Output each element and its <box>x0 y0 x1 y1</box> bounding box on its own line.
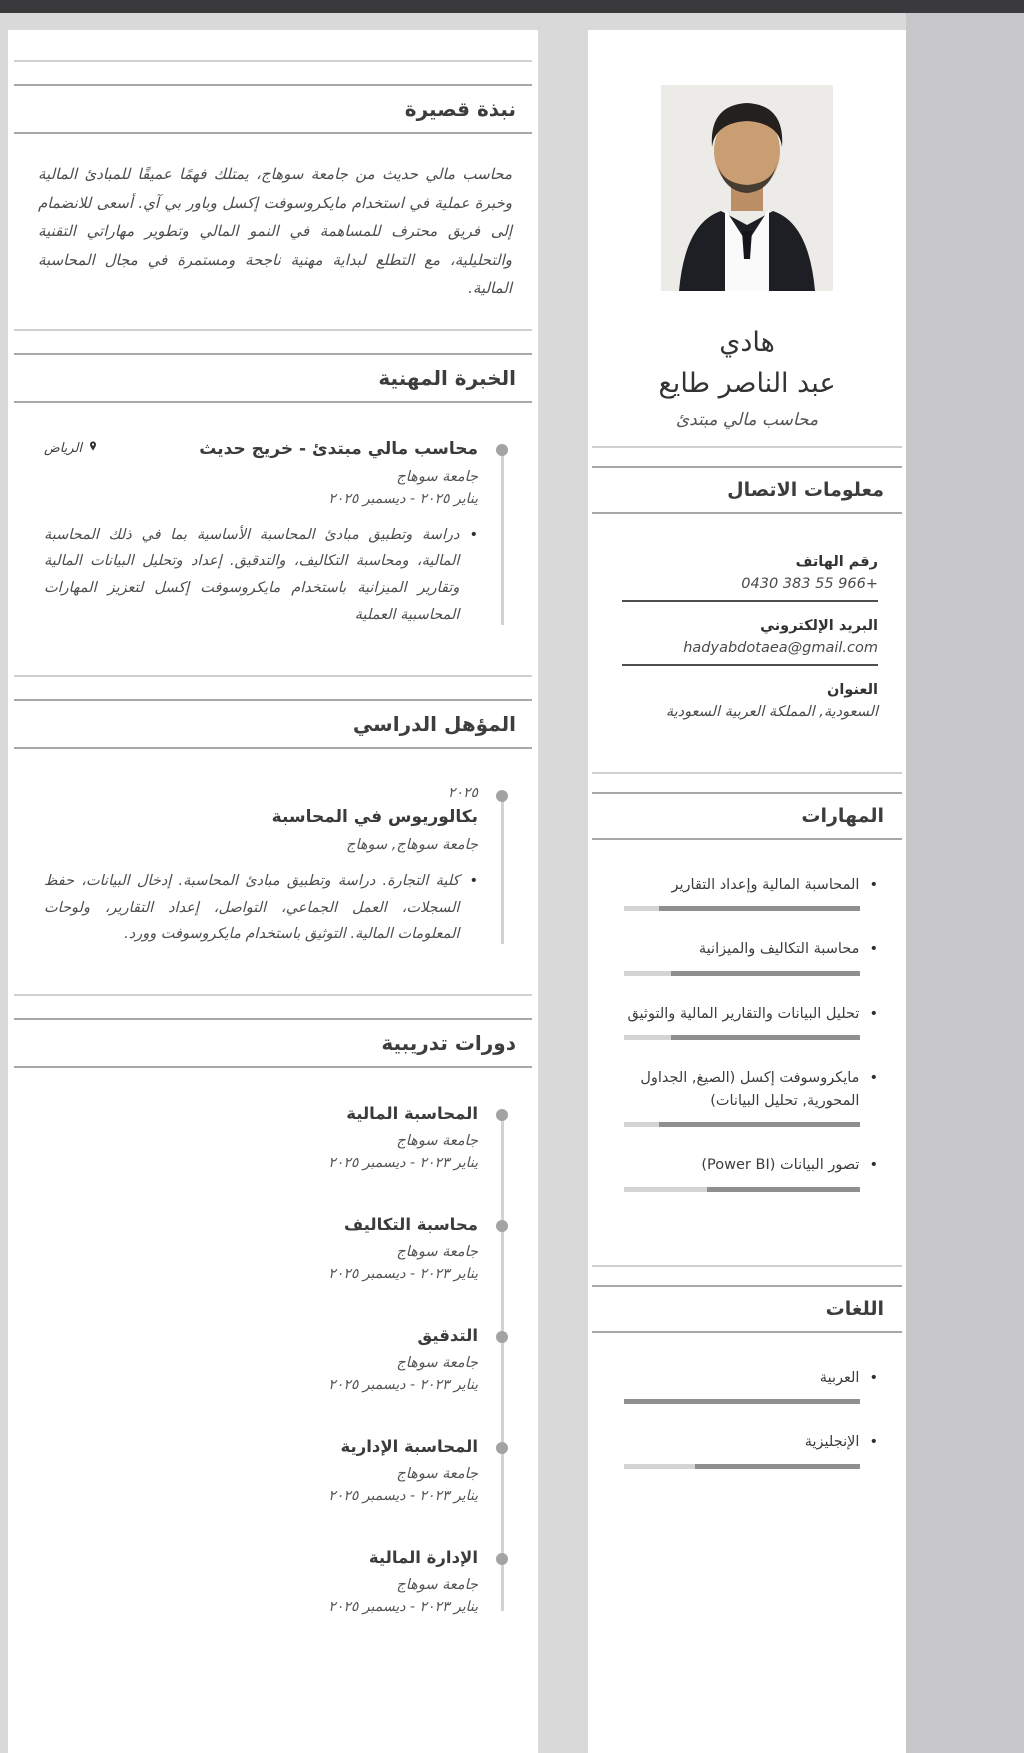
timeline-line <box>501 1116 504 1611</box>
course-entry <box>44 1104 478 1171</box>
skill-level-fill <box>671 971 860 976</box>
course-entry <box>44 1548 478 1615</box>
skill-row <box>622 1154 878 1176</box>
experience-timeline <box>44 439 508 629</box>
bullet-marker: • <box>869 1157 878 1174</box>
skill-level-bar <box>624 1035 860 1040</box>
map-pin-icon <box>87 439 99 458</box>
email-label: البريد الإلكتروني <box>760 618 878 634</box>
language-level-bar <box>624 1399 860 1404</box>
education-description-text: كلية التجارة. دراسة وتطبيق مبادئ المحاسبة. إدخال البيانات، حفظ السجلات، العمل الجماعي، التواصل، إعداد التقارير، ولوحات المعلومات المالية. التوثيق باستخدام مايكروسوفت وورد. <box>44 872 460 943</box>
course-organization: جامعة سوهاج <box>396 1133 478 1150</box>
language-level-fill <box>695 1464 860 1469</box>
bullet-marker: • <box>869 1005 878 1022</box>
skill-label: تصور البيانات (Power BI) <box>701 1157 860 1174</box>
bullet-marker: • <box>869 1434 878 1451</box>
contact-list <box>592 514 902 756</box>
course-organization: جامعة سوهاج <box>396 1244 478 1261</box>
course-dates: يناير ٢٠٢٣ - ديسمبر ٢٠٢٥ <box>328 1155 478 1172</box>
skill-label: المحاسبة المالية وإعداد التقارير <box>671 877 860 893</box>
summary-heading: نبذة قصيرة <box>14 84 532 134</box>
job-description-text: دراسة وتطبيق مبادئ المحاسبة الأساسية بما في ذلك المحاسبة المالية، ومحاسبة التكاليف، والتدقيق. إعداد وتحليل البيانات المالية وتقارير الميزانية باستخدام مايكروسوفت إكسل لتعزيز المهارات المحاسبية العملية <box>44 526 460 623</box>
job-title: محاسب مالي مبتدئ - خريج حديث <box>199 438 478 459</box>
language-item <box>622 1367 878 1404</box>
languages-section <box>592 1265 902 1526</box>
job-description-bullet <box>44 522 478 629</box>
languages-list <box>592 1333 902 1526</box>
education-section <box>14 675 532 948</box>
resume-main-column <box>8 30 538 1753</box>
skill-row <box>622 874 878 896</box>
timeline-dot <box>496 1331 508 1343</box>
skill-level-bar <box>624 1122 860 1127</box>
course-entry <box>44 1326 478 1393</box>
education-year: ٢٠٢٥ <box>447 784 478 801</box>
summary-section <box>14 60 532 303</box>
course-dates: يناير ٢٠٢٣ - ديسمبر ٢٠٢٥ <box>328 1488 478 1505</box>
language-label: الإنجليزية <box>804 1434 860 1451</box>
timeline-dot <box>496 1220 508 1232</box>
experience-section <box>14 329 532 629</box>
skill-label: مايكروسوفت إكسل (الصيغ, الجداول المحورية, تحليل البيانات) <box>640 1070 860 1109</box>
name-line-2: عبد الناصر طايع <box>658 367 836 399</box>
bullet-marker: • <box>469 526 478 543</box>
contact-section <box>592 446 902 756</box>
education-description-bullet <box>44 868 478 948</box>
course-title: الإدارة المالية <box>368 1548 478 1568</box>
language-row <box>622 1367 878 1389</box>
bullet-marker: • <box>869 877 878 893</box>
resume-sidebar <box>588 30 906 1753</box>
bullet-marker: • <box>869 941 878 958</box>
course-dates: يناير ٢٠٢٣ - ديسمبر ٢٠٢٥ <box>328 1266 478 1283</box>
course-entry <box>44 1437 478 1504</box>
skill-label: محاسبة التكاليف والميزانية <box>698 941 860 958</box>
language-item <box>622 1431 878 1468</box>
education-entry <box>44 785 478 948</box>
course-title: المحاسبة الإدارية <box>340 1437 478 1457</box>
courses-section <box>14 994 532 1615</box>
course-title: المحاسبة المالية <box>346 1104 478 1124</box>
course-title: محاسبة التكاليف <box>344 1215 478 1235</box>
language-row <box>622 1431 878 1453</box>
skill-level-bar <box>624 1187 860 1192</box>
candidate-job-title: محاسب مالي مبتدئ <box>675 410 819 430</box>
timeline-line <box>501 451 504 625</box>
skills-list <box>592 840 902 1249</box>
experience-entry-header <box>44 439 478 459</box>
profile-photo <box>661 85 833 291</box>
summary-text: محاسب مالي حديث من جامعة سوهاج، يمتلك فهمًا عميقًا للمبادئ المالية وخبرة عملية في استخدام مايكروسوفت إكسل وباور بي آي. أسعى للانضمام إلى فريق محترف للمساهمة في النمو المالي وتطوير مهاراتي التقنية والتحليلية، مع التطلع لبداية مهنية ناجحة ومستمرة في مجال المحاسبة المالية. <box>38 165 512 297</box>
course-dates: يناير ٢٠٢٣ - ديسمبر ٢٠٢٥ <box>328 1377 478 1394</box>
education-heading: المؤهل الدراسي <box>14 699 532 749</box>
skill-row <box>622 1003 878 1025</box>
skills-heading: المهارات <box>592 792 902 840</box>
course-entry <box>44 1215 478 1282</box>
timeline-dot <box>496 1442 508 1454</box>
name-line-1: هادي <box>719 327 775 358</box>
experience-entry <box>44 439 478 629</box>
language-label: العربية <box>819 1369 860 1386</box>
timeline-dot <box>496 1553 508 1565</box>
timeline-line <box>501 797 504 944</box>
course-organization: جامعة سوهاج <box>396 1355 478 1372</box>
education-timeline <box>44 785 508 948</box>
bullet-marker: • <box>869 1070 878 1087</box>
top-status-strip <box>0 0 1024 13</box>
email-value[interactable]: hadyabdotaea@gmail.com <box>622 640 878 666</box>
job-location-label: الرياض <box>44 441 83 456</box>
contact-heading: معلومات الاتصال <box>592 466 902 514</box>
language-level-fill <box>624 1399 860 1404</box>
skill-item <box>622 938 878 975</box>
skill-level-fill <box>671 1035 860 1040</box>
skill-level-fill <box>707 1187 860 1192</box>
skills-section <box>592 772 902 1249</box>
address-label: العنوان <box>827 682 878 698</box>
degree-title: بكالوريوس في المحاسبة <box>271 806 478 827</box>
bullet-marker: • <box>869 1369 878 1386</box>
job-organization: جامعة سوهاج <box>396 468 478 485</box>
experience-heading: الخبرة المهنية <box>14 353 532 403</box>
skill-item <box>622 1067 878 1127</box>
skill-item <box>622 874 878 911</box>
course-dates: يناير ٢٠٢٣ - ديسمبر ٢٠٢٥ <box>328 1599 478 1616</box>
timeline-dot <box>496 444 508 456</box>
course-title: التدقيق <box>417 1326 478 1346</box>
course-organization: جامعة سوهاج <box>396 1577 478 1594</box>
candidate-name <box>588 323 906 404</box>
education-organization: جامعة سوهاج, سوهاج <box>346 836 478 853</box>
job-location <box>44 439 99 458</box>
phone-value[interactable]: +966 55 383 0430 <box>622 576 878 602</box>
languages-heading: اللغات <box>592 1285 902 1333</box>
education-description <box>44 868 478 948</box>
job-dates: يناير ٢٠٢٥ - ديسمبر ٢٠٢٥ <box>328 490 478 507</box>
skill-level-bar <box>624 906 860 911</box>
skill-level-fill <box>659 906 860 911</box>
skill-level-fill <box>659 1122 860 1127</box>
skill-item <box>622 1154 878 1191</box>
courses-timeline <box>44 1104 508 1615</box>
timeline-dot <box>496 790 508 802</box>
courses-heading: دورات تدريبية <box>14 1018 532 1068</box>
timeline-dot <box>496 1109 508 1121</box>
skill-label: تحليل البيانات والتقارير المالية والتوثيق <box>627 1005 860 1022</box>
course-organization: جامعة سوهاج <box>396 1466 478 1483</box>
address-value: السعودية, المملكة العربية السعودية <box>665 704 878 720</box>
skill-row <box>622 938 878 960</box>
skill-row <box>622 1067 878 1112</box>
phone-label: رقم الهاتف <box>795 554 878 570</box>
language-level-bar <box>624 1464 860 1469</box>
job-description <box>44 522 478 629</box>
page-margin-shade <box>906 13 1024 1753</box>
skill-level-bar <box>624 971 860 976</box>
bullet-marker: • <box>469 872 478 889</box>
skill-item <box>622 1003 878 1040</box>
